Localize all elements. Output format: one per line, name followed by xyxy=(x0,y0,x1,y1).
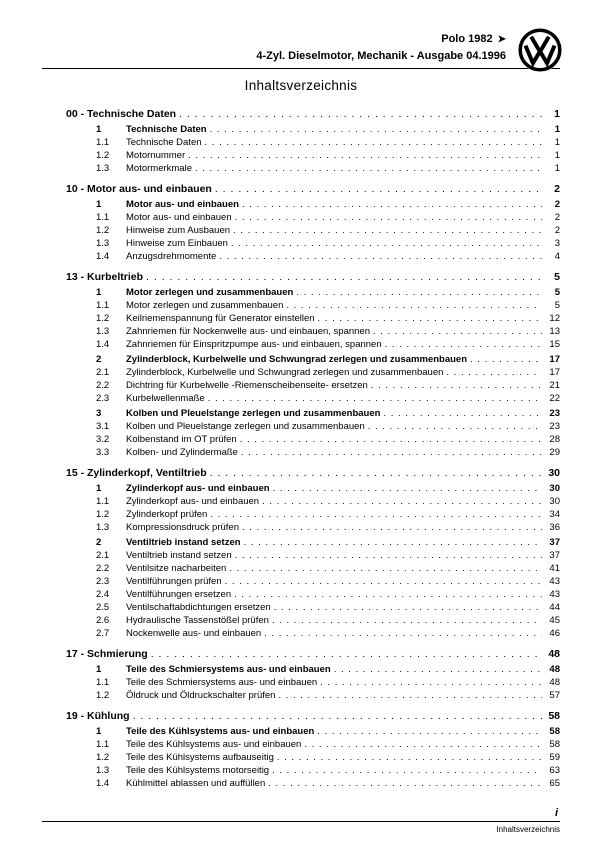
entry-page: 4 xyxy=(554,251,560,262)
section-page: 58 xyxy=(548,710,560,722)
toc-section xyxy=(42,108,560,175)
entry-number: 1.2 xyxy=(96,509,110,520)
entry-number: 1.1 xyxy=(96,496,110,507)
section-title: 10 - Motor aus- und einbauen xyxy=(66,183,212,195)
entry-title: Hydraulische Tassenstößel prüfen xyxy=(126,615,269,626)
entry-title: Motor aus- und einbauen xyxy=(126,199,239,210)
toc-section xyxy=(42,183,560,263)
footer-divider xyxy=(42,821,560,822)
entry-title: Motornummer xyxy=(126,150,186,161)
entry-number: 3 xyxy=(96,408,102,419)
dot-leader xyxy=(286,299,542,312)
dot-leader xyxy=(235,549,542,562)
entry-number: 3.2 xyxy=(96,434,110,445)
entry-title: Kolbenstand im OT prüfen xyxy=(126,434,237,445)
dot-leader xyxy=(272,764,542,777)
toc-entry-row[interactable] xyxy=(42,495,560,508)
entry-page: 15 xyxy=(549,339,560,350)
entry-page: 2 xyxy=(554,199,560,210)
entry-page: 1 xyxy=(554,137,560,148)
entry-title: Zylinderblock, Kurbelwelle und Schwungrad zerlegen und zusammenbauen xyxy=(126,354,468,365)
table-of-contents xyxy=(42,108,560,790)
entry-number: 2.2 xyxy=(96,563,110,574)
entry-page: 29 xyxy=(549,447,560,458)
toc-entry-row[interactable] xyxy=(42,136,560,149)
entry-title: Teile des Kühlsystems aus- und einbauen xyxy=(126,726,315,737)
dot-leader xyxy=(205,136,542,149)
dot-leader xyxy=(383,407,542,420)
dot-leader xyxy=(317,725,542,738)
toc-entry-row[interactable] xyxy=(42,123,560,136)
toc-section-items xyxy=(42,123,560,175)
entry-title: Motor aus- und einbauen xyxy=(126,212,232,223)
toc-entry-row[interactable] xyxy=(42,237,560,250)
toc-entry-row[interactable] xyxy=(42,777,560,790)
entry-page: 17 xyxy=(549,354,560,365)
header-divider xyxy=(42,68,560,69)
toc-entry-row[interactable] xyxy=(42,627,560,640)
dot-leader xyxy=(244,536,542,549)
entry-title: Nockenwelle aus- und einbauen xyxy=(126,628,262,639)
toc-entry-row[interactable] xyxy=(42,663,560,676)
toc-entry-row[interactable] xyxy=(42,738,560,751)
entry-number: 2.6 xyxy=(96,615,110,626)
dot-leader xyxy=(470,353,542,366)
entry-title: Hinweise zum Einbauen xyxy=(126,238,228,249)
entry-page: 1 xyxy=(554,124,560,135)
entry-number: 2.3 xyxy=(96,576,110,587)
entry-page: 46 xyxy=(549,628,560,639)
dot-leader xyxy=(272,614,542,627)
entry-page: 58 xyxy=(549,726,560,737)
dot-leader xyxy=(151,648,542,661)
entry-page: 5 xyxy=(554,287,560,298)
entry-page: 5 xyxy=(554,300,560,311)
toc-entry-row[interactable] xyxy=(42,446,560,459)
toc-entry-row[interactable] xyxy=(42,224,560,237)
entry-title: Teile des Kühlsystems aus- und einbauen xyxy=(126,739,302,750)
dot-leader xyxy=(385,338,542,351)
model-title xyxy=(42,32,506,47)
entry-number: 1.4 xyxy=(96,778,110,789)
dot-leader xyxy=(231,237,542,250)
page-footer xyxy=(42,807,560,834)
entry-title: Kolben- und Zylindermaße xyxy=(126,447,238,458)
toc-entry-row[interactable] xyxy=(42,588,560,601)
entry-number: 1.4 xyxy=(96,251,110,262)
entry-title: Motor zerlegen und zusammenbauen xyxy=(126,287,294,298)
vw-logo xyxy=(518,28,562,72)
dot-leader xyxy=(133,710,542,723)
toc-entry-row[interactable] xyxy=(42,366,560,379)
dot-leader xyxy=(268,777,542,790)
entry-title: Kühlmittel ablassen und auffüllen xyxy=(126,778,266,789)
entry-number: 1.1 xyxy=(96,137,110,148)
entry-title: Zylinderkopf aus- und einbauen xyxy=(126,496,260,507)
toc-section-row[interactable] xyxy=(42,108,560,121)
page-title: Inhaltsverzeichnis xyxy=(244,78,358,93)
entry-page: 43 xyxy=(549,589,560,600)
dot-leader xyxy=(210,123,542,136)
entry-number: 1.2 xyxy=(96,313,110,324)
toc-entry-row[interactable] xyxy=(42,433,560,446)
entry-title: Öldruck und Öldruckschalter prüfen xyxy=(126,690,276,701)
section-title: 15 - Zylinderkopf, Ventiltrieb xyxy=(66,467,207,479)
entry-number: 1.1 xyxy=(96,300,110,311)
entry-number: 1.2 xyxy=(96,690,110,701)
dot-leader xyxy=(278,689,542,702)
entry-number: 1.1 xyxy=(96,212,110,223)
entry-page: 58 xyxy=(549,739,560,750)
entry-number: 2 xyxy=(96,537,102,548)
dot-leader xyxy=(371,379,542,392)
section-page: 48 xyxy=(548,648,560,660)
toc-section xyxy=(42,467,560,640)
entry-page: 48 xyxy=(549,677,560,688)
section-page: 5 xyxy=(554,271,560,283)
entry-number: 1 xyxy=(96,124,102,135)
toc-section-row[interactable] xyxy=(42,467,560,480)
dot-leader xyxy=(219,250,542,263)
entry-number: 1.3 xyxy=(96,238,110,249)
toc-entry-row[interactable] xyxy=(42,676,560,689)
entry-title: Teile des Schmiersystems aus- und einbauen xyxy=(126,664,331,675)
dot-leader xyxy=(208,392,542,405)
dot-leader xyxy=(262,495,542,508)
entry-page: 30 xyxy=(549,483,560,494)
dot-leader xyxy=(215,183,542,196)
entry-title: Keilriemenspannung für Generator einstellen xyxy=(126,313,315,324)
entry-number: 1.3 xyxy=(96,163,110,174)
toc-entry-row[interactable] xyxy=(42,407,560,420)
entry-number: 1.3 xyxy=(96,765,110,776)
entry-page: 1 xyxy=(554,163,560,174)
dot-leader xyxy=(195,162,542,175)
entry-page: 23 xyxy=(549,421,560,432)
section-page: 1 xyxy=(554,108,560,120)
entry-page: 37 xyxy=(549,537,560,548)
entry-number: 1.2 xyxy=(96,150,110,161)
toc-entry-row[interactable] xyxy=(42,751,560,764)
toc-entry-row[interactable] xyxy=(42,536,560,549)
entry-number: 2.3 xyxy=(96,393,110,404)
toc-entry-row[interactable] xyxy=(42,325,560,338)
entry-page: 57 xyxy=(549,690,560,701)
entry-title: Technische Daten xyxy=(126,124,207,135)
toc-entry-row[interactable] xyxy=(42,312,560,325)
dot-leader xyxy=(241,446,542,459)
entry-number: 1.2 xyxy=(96,752,110,763)
dot-leader xyxy=(240,433,542,446)
toc-section xyxy=(42,271,560,459)
dot-leader xyxy=(318,312,542,325)
entry-page: 23 xyxy=(549,408,560,419)
entry-title: Motor zerlegen und zusammenbauen xyxy=(126,300,284,311)
entry-title: Kolben und Pleuelstange zerlegen und zusammenbauen xyxy=(126,421,365,432)
entry-number: 1.2 xyxy=(96,225,110,236)
toc-entry-row[interactable] xyxy=(42,508,560,521)
entry-title: Kolben und Pleuelstange zerlegen und zusammenbauen xyxy=(126,408,381,419)
entry-title: Ventilführungen prüfen xyxy=(126,576,222,587)
entry-title: Dichtring für Kurbelwelle -Riemenscheibenseite- ersetzen xyxy=(126,380,368,391)
entry-title: Anzugsdrehmomente xyxy=(126,251,217,262)
toc-section xyxy=(42,648,560,702)
entry-title: Zahnriemen für Einspritzpumpe aus- und einbauen, spannen xyxy=(126,339,382,350)
section-title: 19 - Kühlung xyxy=(66,710,130,722)
page-number: i xyxy=(554,807,558,819)
toc-entry-row[interactable] xyxy=(42,299,560,312)
entry-number: 2.5 xyxy=(96,602,110,613)
entry-title: Teile des Kühlsystems aufbauseitig xyxy=(126,752,274,763)
entry-page: 30 xyxy=(549,496,560,507)
dot-leader xyxy=(210,508,542,521)
dot-leader xyxy=(264,627,542,640)
dot-leader xyxy=(233,224,542,237)
dot-leader xyxy=(146,271,542,284)
dot-leader xyxy=(188,149,542,162)
entry-page: 63 xyxy=(549,765,560,776)
toc-entry-row[interactable] xyxy=(42,689,560,702)
entry-page: 65 xyxy=(549,778,560,789)
dot-leader xyxy=(274,601,542,614)
entry-number: 2.4 xyxy=(96,589,110,600)
section-title: 13 - Kurbeltrieb xyxy=(66,271,144,283)
toc-section xyxy=(42,710,560,790)
entry-number: 2.1 xyxy=(96,367,110,378)
toc-section-items xyxy=(42,198,560,263)
toc-section-row[interactable] xyxy=(42,648,560,661)
toc-section-row[interactable] xyxy=(42,271,560,284)
entry-page: 12 xyxy=(549,313,560,324)
entry-page: 48 xyxy=(549,664,560,675)
dot-leader xyxy=(179,108,542,121)
entry-number: 1.3 xyxy=(96,522,110,533)
entry-page: 1 xyxy=(554,150,560,161)
toc-entry-row[interactable] xyxy=(42,286,560,299)
section-page: 2 xyxy=(554,183,560,195)
toc-entry-row[interactable] xyxy=(42,482,560,495)
entry-number: 2.1 xyxy=(96,550,110,561)
toc-section-items xyxy=(42,725,560,790)
forward-arrow-icon: ➤ xyxy=(497,34,506,45)
toc-entry-row[interactable] xyxy=(42,162,560,175)
entry-number: 2 xyxy=(96,354,102,365)
toc-entry-row[interactable] xyxy=(42,353,560,366)
entry-page: 34 xyxy=(549,509,560,520)
entry-number: 1 xyxy=(96,199,102,210)
entry-page: 21 xyxy=(549,380,560,391)
dot-leader xyxy=(234,588,542,601)
entry-title: Kompressionsdruck prüfen xyxy=(126,522,239,533)
dot-leader xyxy=(235,211,542,224)
entry-title: Motormerkmale xyxy=(126,163,192,174)
entry-title: Zylinderkopf prüfen xyxy=(126,509,208,520)
entry-page: 17 xyxy=(549,367,560,378)
entry-title: Ventiltrieb instand setzen xyxy=(126,537,241,548)
entry-number: 3.3 xyxy=(96,447,110,458)
section-page: 30 xyxy=(548,467,560,479)
page-header xyxy=(42,32,560,63)
entry-title: Zahnriemen für Nockenwelle aus- und einbauen, spannen xyxy=(126,326,370,337)
toc-entry-row[interactable] xyxy=(42,601,560,614)
entry-number: 2.2 xyxy=(96,380,110,391)
entry-title: Ventiltrieb instand setzen xyxy=(126,550,232,561)
entry-number: 1 xyxy=(96,483,102,494)
edition-subtitle: 4-Zyl. Dieselmotor, Mechanik - Ausgabe 04.1996 xyxy=(256,50,506,62)
dot-leader xyxy=(277,751,542,764)
entry-title: Ventilschaftabdichtungen ersetzen xyxy=(126,602,271,613)
dot-leader xyxy=(225,575,542,588)
entry-page: 44 xyxy=(549,602,560,613)
entry-page: 59 xyxy=(549,752,560,763)
toc-entry-row[interactable] xyxy=(42,392,560,405)
dot-leader xyxy=(304,738,542,751)
toc-entry-row[interactable] xyxy=(42,420,560,433)
entry-page: 45 xyxy=(549,615,560,626)
toc-entry-row[interactable] xyxy=(42,211,560,224)
entry-title: Ventilführungen ersetzen xyxy=(126,589,232,600)
entry-title: Kurbelwellenmaße xyxy=(126,393,205,404)
entry-page: 43 xyxy=(549,576,560,587)
toc-section-items xyxy=(42,286,560,459)
model-name: Polo 1982 xyxy=(441,33,493,45)
entry-number: 1.3 xyxy=(96,326,110,337)
entry-number: 1.4 xyxy=(96,339,110,350)
toc-entry-row[interactable] xyxy=(42,549,560,562)
section-title: 00 - Technische Daten xyxy=(66,108,177,120)
dot-leader xyxy=(273,482,542,495)
dot-leader xyxy=(296,286,542,299)
toc-section-row[interactable] xyxy=(42,710,560,723)
dot-leader xyxy=(320,676,542,689)
dot-leader xyxy=(242,521,542,534)
entry-number: 1 xyxy=(96,726,102,737)
entry-number: 1 xyxy=(96,287,102,298)
entry-number: 1.1 xyxy=(96,677,110,688)
entry-page: 37 xyxy=(549,550,560,561)
dot-leader xyxy=(368,420,542,433)
entry-page: 28 xyxy=(549,434,560,445)
toc-entry-row[interactable] xyxy=(42,764,560,777)
entry-title: Teile des Kühlsystems motorseitig xyxy=(126,765,270,776)
entry-page: 2 xyxy=(554,212,560,223)
entry-title: Technische Daten xyxy=(126,137,202,148)
entry-page: 3 xyxy=(554,238,560,249)
toc-entry-row[interactable] xyxy=(42,250,560,263)
entry-page: 22 xyxy=(549,393,560,404)
dot-leader xyxy=(446,366,542,379)
toc-entry-row[interactable] xyxy=(42,338,560,351)
toc-entry-row[interactable] xyxy=(42,198,560,211)
entry-number: 1 xyxy=(96,664,102,675)
toc-entry-row[interactable] xyxy=(42,149,560,162)
section-title: 17 - Schmierung xyxy=(66,648,148,660)
dot-leader xyxy=(242,198,542,211)
entry-page: 13 xyxy=(549,326,560,337)
entry-title: Zylinderblock, Kurbelwelle und Schwungrad zerlegen und zusammenbauen xyxy=(126,367,444,378)
toc-entry-row[interactable] xyxy=(42,575,560,588)
entry-title: Zylinderkopf aus- und einbauen xyxy=(126,483,270,494)
toc-entry-row[interactable] xyxy=(42,614,560,627)
toc-entry-row[interactable] xyxy=(42,562,560,575)
entry-number: 3.1 xyxy=(96,421,110,432)
entry-number: 2.7 xyxy=(96,628,110,639)
dot-leader xyxy=(210,467,542,480)
toc-entry-row[interactable] xyxy=(42,379,560,392)
toc-entry-row[interactable] xyxy=(42,521,560,534)
toc-entry-row[interactable] xyxy=(42,725,560,738)
toc-section-row[interactable] xyxy=(42,183,560,196)
entry-page: 36 xyxy=(549,522,560,533)
footer-label: Inhaltsverzeichnis xyxy=(496,825,560,834)
entry-number: 1.1 xyxy=(96,739,110,750)
entry-title: Hinweise zum Ausbauen xyxy=(126,225,231,236)
entry-page: 2 xyxy=(554,225,560,236)
toc-section-items xyxy=(42,663,560,702)
entry-title: Ventilsitze nacharbeiten xyxy=(126,563,227,574)
dot-leader xyxy=(229,562,542,575)
entry-page: 41 xyxy=(549,563,560,574)
dot-leader xyxy=(373,325,542,338)
toc-section-items xyxy=(42,482,560,640)
entry-title: Teile des Schmiersystems aus- und einbauen xyxy=(126,677,318,688)
dot-leader xyxy=(334,663,542,676)
